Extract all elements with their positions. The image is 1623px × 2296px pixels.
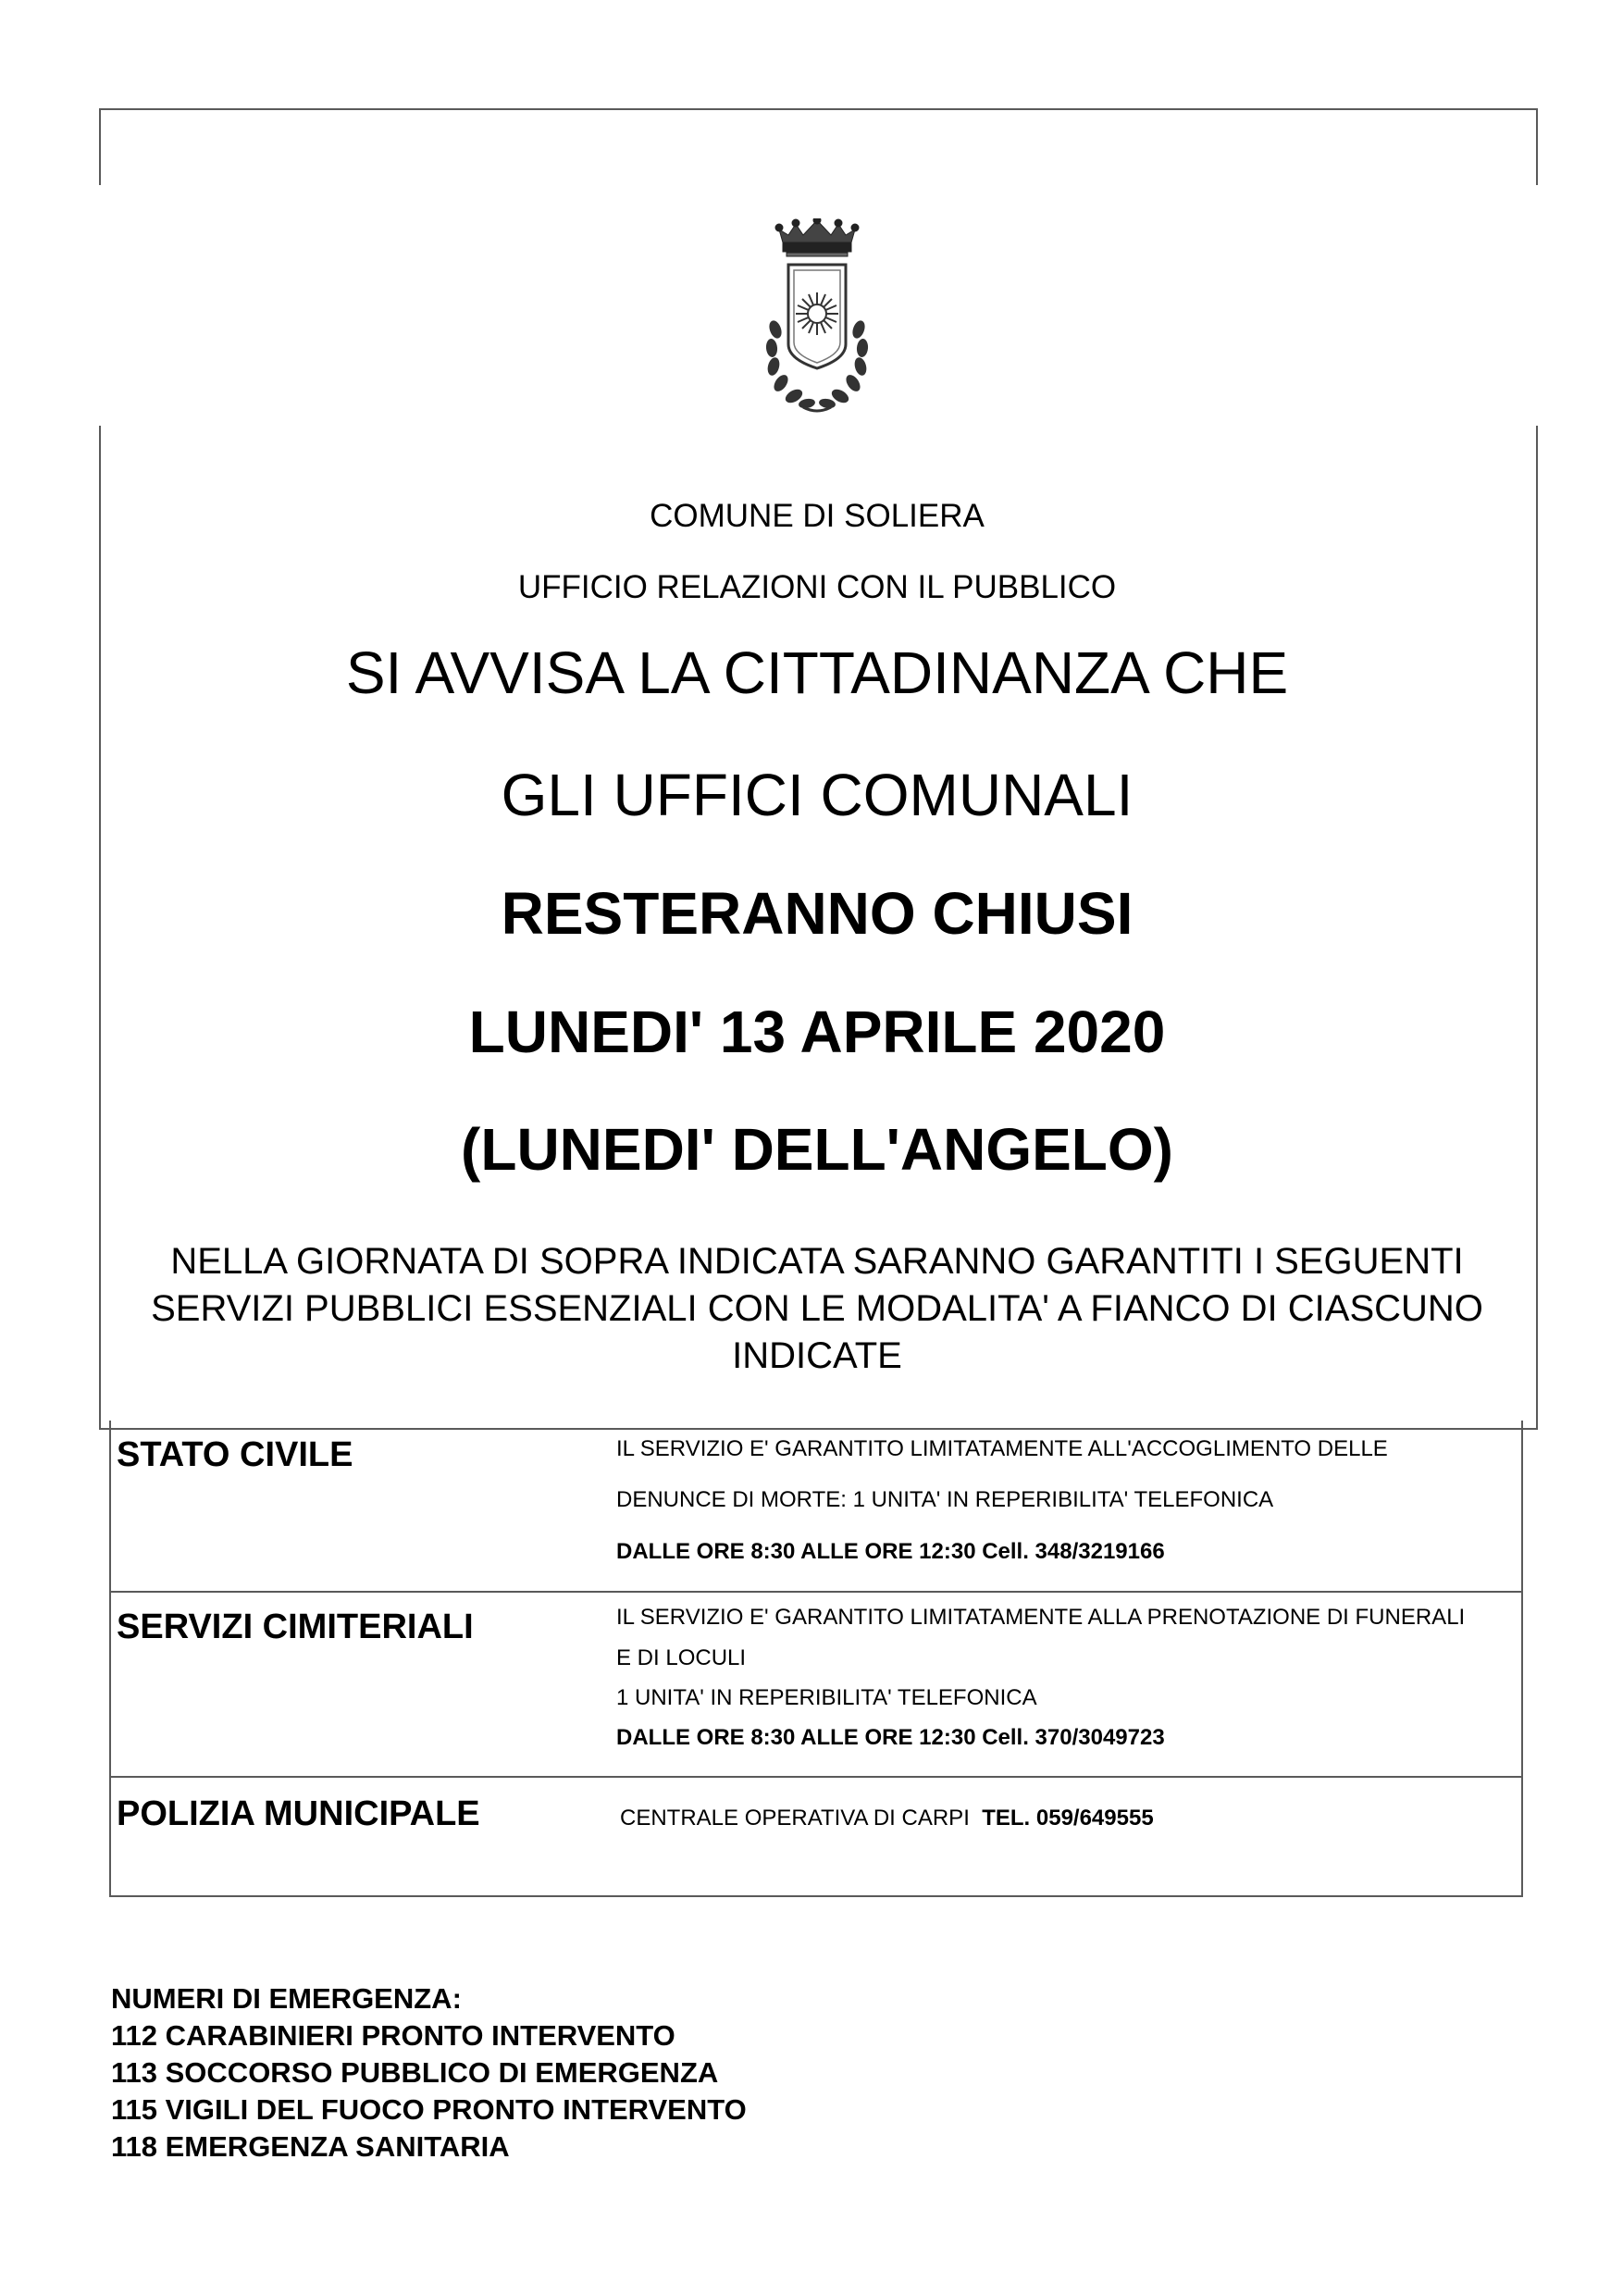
service-detail [620, 1806, 1154, 1831]
emergency-item: 112 CARABINIERI PRONTO INTERVENTO [111, 2019, 675, 2052]
table-bottom-border [109, 1895, 1523, 1897]
service-detail: 1 UNITA' IN REPERIBILITA' TELEFONICA [616, 1685, 1037, 1710]
notice-date: LUNEDI' 13 APRILE 2020 [468, 999, 1166, 1065]
frame-right-lower [1536, 426, 1538, 1430]
table-row [109, 1421, 1523, 1591]
emergency-title: NUMERI DI EMERGENZA: [111, 1982, 462, 2015]
notice-line-2: GLI UFFICI COMUNALI [501, 762, 1134, 828]
notice-line-1: SI AVVISA LA CITTADINANZA CHE [345, 639, 1289, 706]
service-detail: E DI LOCULI [616, 1645, 747, 1670]
service-name: STATO CIVILE [117, 1435, 353, 1474]
notice-holiday: (LUNEDI' DELL'ANGELO) [461, 1116, 1173, 1183]
service-detail-text: CENTRALE OPERATIVA DI CARPI [620, 1806, 970, 1831]
service-detail: IL SERVIZIO E' GARANTITO LIMITATAMENTE ALLA PRENOTAZIONE DI FUNERALI [616, 1605, 1466, 1630]
emergency-item: 115 VIGILI DEL FUOCO PRONTO INTERVENTO [111, 2093, 747, 2126]
service-hours: DALLE ORE 8:30 ALLE ORE 12:30 Cell. 370/3049723 [616, 1725, 1165, 1750]
municipal-crest-icon [748, 218, 886, 417]
emergency-numbers [111, 1980, 747, 2166]
table-row [109, 1593, 1523, 1776]
service-hours: DALLE ORE 8:30 ALLE ORE 12:30 Cell. 348/3219166 [616, 1539, 1165, 1564]
service-detail: DENUNCE DI MORTE: 1 UNITA' IN REPERIBILITA' TELEFONICA [616, 1487, 1274, 1512]
emergency-item: 113 SOCCORSO PUBBLICO DI EMERGENZA [111, 2056, 719, 2089]
table-row [109, 1778, 1523, 1895]
emergency-item: 118 EMERGENZA SANITARIA [111, 2130, 510, 2163]
services-table [109, 1421, 1523, 1897]
frame-top [99, 108, 1538, 110]
frame-left-upper [99, 108, 101, 185]
service-name: POLIZIA MUNICIPALE [117, 1794, 480, 1833]
notice-intro: NELLA GIORNATA DI SOPRA INDICATA SARANNO GARANTITI I SEGUENTI SERVIZI PUBBLICI ESSENZIALI CON LE MODALITA' A FIANCO DI CIASCUNO INDICATE [151, 1241, 1483, 1376]
frame-right-upper [1536, 108, 1538, 185]
notice-line-3: RESTERANNO CHIUSI [501, 880, 1134, 947]
municipality-name: COMUNE DI SOLIERA [650, 498, 985, 534]
service-phone: TEL. 059/649555 [982, 1806, 1154, 1831]
office-name: UFFICIO RELAZIONI CON IL PUBBLICO [517, 569, 1117, 605]
service-detail: IL SERVIZIO E' GARANTITO LIMITATAMENTE ALL'ACCOGLIMENTO DELLE [616, 1436, 1388, 1461]
service-name: SERVIZI CIMITERIALI [117, 1607, 474, 1646]
